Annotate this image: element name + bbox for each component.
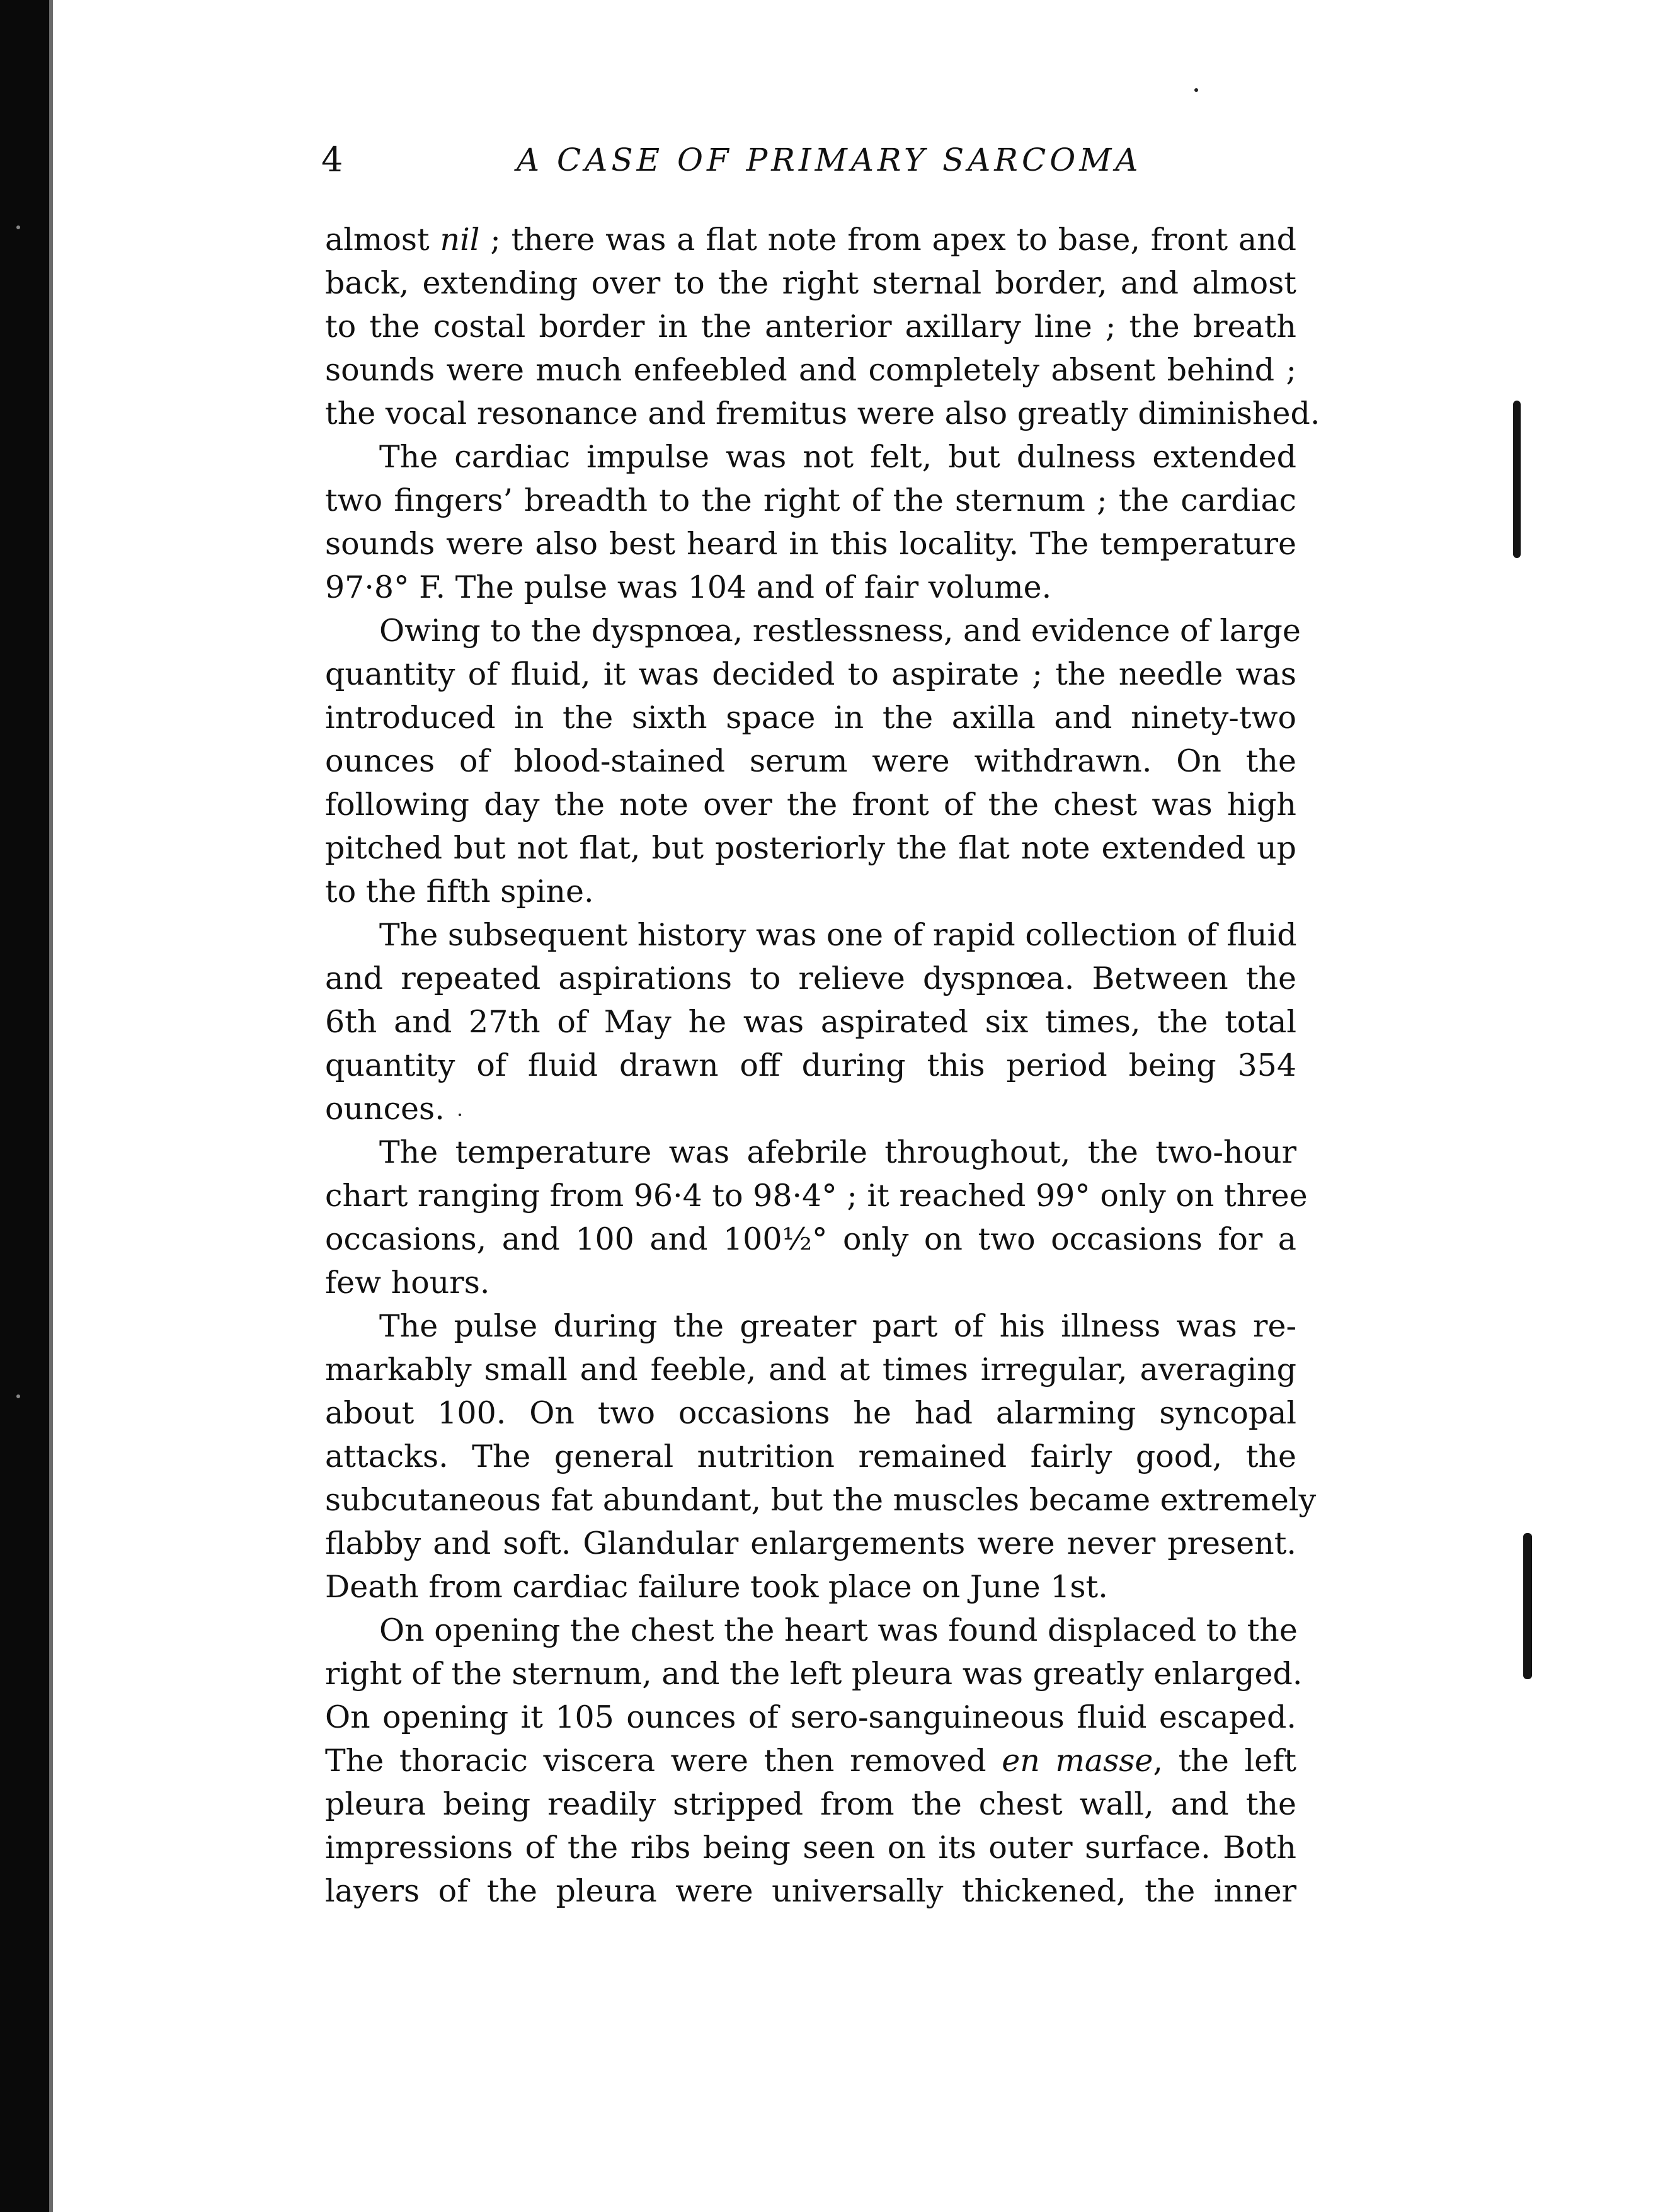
text-line: subcutaneous fat abundant, but the muscles became extremely — [325, 1482, 1317, 1518]
text-line: 6th and 27th of May he was aspirated six times, the total — [325, 1004, 1296, 1040]
text-line: pleura being readily stripped from the chest wall, and the — [325, 1786, 1296, 1822]
italic-term: nil — [440, 222, 480, 258]
text-line: pitched but not flat, but posteriorly the flat note extended up — [325, 830, 1296, 866]
body-text — [325, 218, 1320, 1913]
running-head: A CASE OF PRIMARY SARCOMA — [517, 142, 1142, 178]
paragraph-first-line: The cardiac impulse was not felt, but dulness extended — [379, 439, 1296, 475]
page-number: 4 — [321, 140, 344, 180]
text-line: right of the sternum, and the left pleura was greatly enlarged. — [325, 1656, 1303, 1692]
text-line: almost nil ; there was a flat note from apex to base, front and — [325, 222, 1297, 258]
text-line: back, extending over to the right sternal border, and almost — [325, 265, 1296, 301]
text-line: attacks. The general nutrition remained fairly good, the — [325, 1439, 1296, 1474]
text-line: markably small and feeble, and at times irregular, averaging — [325, 1352, 1296, 1388]
scan-speck — [16, 225, 20, 229]
paragraph-first-line: The subsequent history was one of rapid collection of fluid — [379, 917, 1297, 953]
text-line: impressions of the ribs being seen on its outer surface. Both — [325, 1830, 1296, 1866]
text-line: about 100. On two occasions he had alarming syncopal — [325, 1395, 1296, 1431]
text-line: layers of the pleura were universally thickened, the inner — [325, 1873, 1296, 1909]
text-line: flabby and soft. Glandular enlargements were never present. — [325, 1525, 1296, 1561]
text-line: 97·8° F. The pulse was 104 and of fair volume. — [325, 569, 1052, 605]
text-line: few hours. — [325, 1265, 490, 1301]
text-line: chart ranging from 96·4 to 98·4° ; it reached 99° only on three — [325, 1178, 1308, 1214]
paragraph-first-line: The pulse during the greater part of his illness was re- — [379, 1308, 1296, 1344]
text-line: the vocal resonance and fremitus were also greatly diminished. — [325, 396, 1320, 431]
binding-mark-upper — [1513, 401, 1521, 558]
paragraph-first-line: On opening the chest the heart was found displaced to the — [379, 1612, 1298, 1648]
text-line: occasions, and 100 and 100½° only on two occasions for a — [325, 1221, 1296, 1257]
text-line: sounds were also best heard in this locality. The temperature — [325, 526, 1296, 562]
scan-speck — [459, 1114, 461, 1116]
text-line: following day the note over the front of the chest was high — [325, 787, 1296, 823]
text-line: quantity of fluid drawn off during this period being 354 — [325, 1047, 1296, 1083]
paragraph-first-line: The temperature was afebrile throughout, the two-hour — [379, 1134, 1296, 1170]
text-line: and repeated aspirations to relieve dyspnœa. Between the — [325, 961, 1296, 996]
text-line: two fingers’ breadth to the right of the sternum ; the cardiac — [325, 482, 1296, 518]
italic-term: en masse — [1002, 1743, 1153, 1779]
text-line: On opening it 105 ounces of sero-sanguineous fluid escaped. — [325, 1699, 1296, 1735]
text-line: ounces. — [325, 1091, 445, 1127]
binding-mark-lower — [1523, 1533, 1532, 1679]
text-line: ounces of blood-stained serum were withdrawn. On the — [325, 743, 1296, 779]
text-line: Death from cardiac failure took place on June 1st. — [325, 1569, 1108, 1605]
text-line: to the fifth spine. — [325, 874, 594, 909]
scan-speck — [1194, 88, 1198, 92]
scan-edge-dark — [0, 0, 49, 2212]
text-line: to the costal border in the anterior axillary line ; the breath — [325, 309, 1296, 345]
scan-speck — [16, 1394, 20, 1398]
paragraph-first-line: Owing to the dyspnœa, restlessness, and evidence of large — [379, 613, 1301, 649]
text-line: introduced in the sixth space in the axilla and ninety-two — [325, 700, 1296, 736]
text-line: The thoracic viscera were then removed en masse, the left — [325, 1743, 1296, 1779]
text-line: quantity of fluid, it was decided to aspirate ; the needle was — [325, 656, 1296, 692]
text-line: sounds were much enfeebled and completely absent behind ; — [325, 352, 1296, 388]
